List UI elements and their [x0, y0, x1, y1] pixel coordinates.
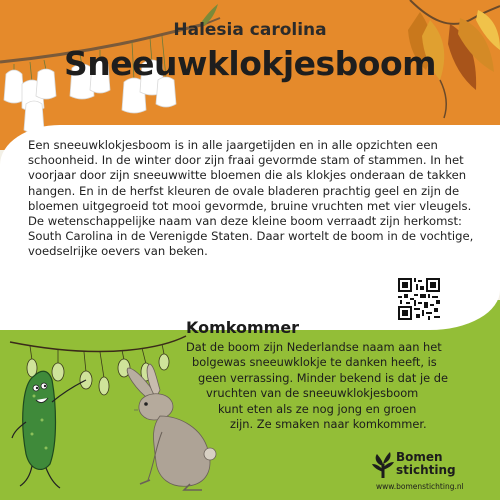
section-line: zijn. Ze smaken naar komkommer. [230, 417, 427, 432]
logo-line-1: Bomen [396, 450, 443, 464]
section-line: vruchten van de sneeuwklokjesboom [206, 386, 419, 401]
section-line: kunt eten als ze nog jong en groen [218, 401, 417, 416]
page-title: Sneeuwklokjesboom [63, 44, 437, 83]
website-link[interactable]: www.bomenstichting.nl [376, 482, 464, 491]
bomenstichting-logo[interactable] [372, 450, 492, 480]
section-line: bolgewas sneeuwklokje te danken heeft, is [192, 355, 437, 370]
intro-text [28, 138, 476, 260]
section-title: Komkommer [186, 318, 300, 337]
logo-text [396, 451, 456, 477]
qr-code-icon[interactable] [396, 276, 442, 322]
intro-paragraph: De wetenschappelijke naam van deze kleine boom verraadt zijn herkomst: South Carolina in de Verenigde Staten. Daar wortelt de boom in de vochtige, voedselrijke oevers van beken. [28, 214, 474, 259]
section-line: Dat de boom zijn Nederlandse naam aan het [186, 340, 442, 354]
cucumber-character-icon [8, 362, 98, 492]
section-line: geen verrassing. Minder bekend is dat je de [198, 370, 449, 385]
scientific-name: Halesia carolina [173, 20, 327, 40]
intro-paragraph: Een sneeuwklokjesboom is in alle jaargetijden en in alle opzichten een schoonheid. In de winter door zijn fraai gevormde stam of stammen. In het voorjaar door zijn sneeuwwitte bloemen die als klokjes onderaan de takken hangen. En in de herfst kleuren de ovale bladeren prachtig geel en zijn de bloemen uitgegroeid tot mooi gevormde, bruine vruchten met vier vleugels. [28, 138, 472, 213]
logo-line-2: stichting [396, 463, 456, 477]
tree-logo-icon [372, 452, 394, 478]
section-text [186, 340, 471, 432]
